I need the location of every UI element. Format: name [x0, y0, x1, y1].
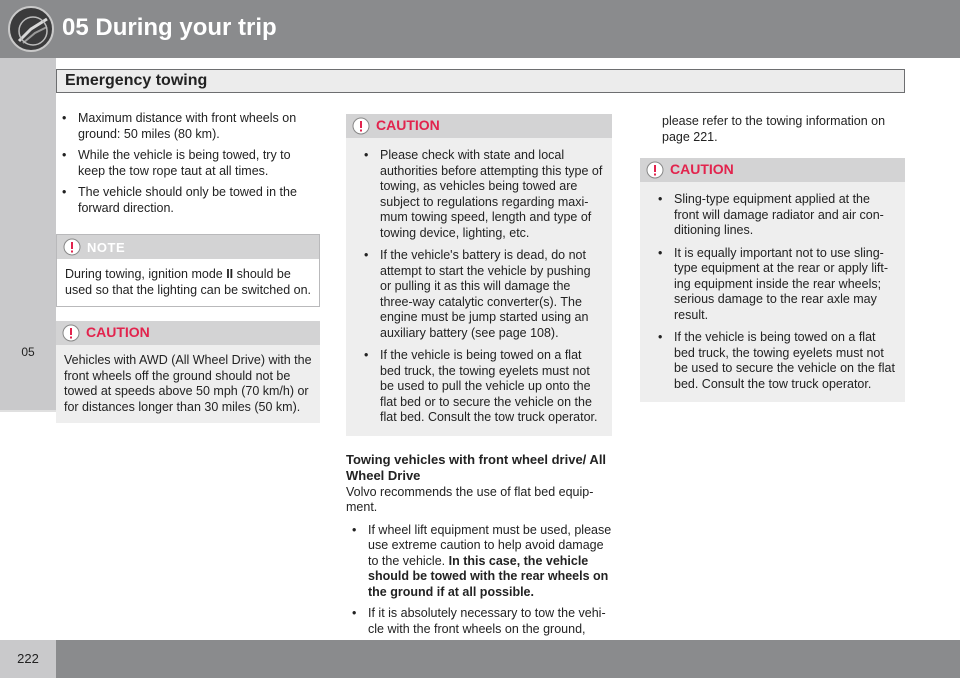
caution-header — [56, 321, 320, 345]
caution-box — [56, 321, 320, 423]
list-item: • It is equally important not to use sling-type equipment at the rear or apply lift-ing equipment inside the rear wheels; serious damage to the rear axle may result. — [658, 245, 889, 322]
column-1 — [56, 111, 320, 423]
caution-box — [640, 158, 905, 402]
list-item: • The vehicle should only be towed in the forward direction. — [62, 185, 297, 215]
info-icon — [63, 238, 81, 256]
list-item: • If it is absolutely necessary to tow the vehi-cle with the front wheels on the ground, — [352, 606, 606, 636]
note-header — [57, 235, 319, 259]
caution-title: CAUTION — [86, 324, 150, 340]
section-bar — [56, 69, 905, 93]
column-3 — [640, 114, 905, 402]
list-item: • If the vehicle is being towed on a flat bed truck, the towing eyelets must not be used to secure the vehicle on the flat bed. Consult the tow truck operator. — [658, 330, 895, 391]
list-item: • Please check with state and local authorities before attempting this type of towing, as vehicles being towed are subject to regulations regarding maxi-mum towing speed, length and type of towing device, lighting, etc. — [364, 148, 603, 240]
list-item: • If the vehicle is being towed on a flat bed truck, the towing eyelets must not be used to pull the vehicle up onto the flat bed or to secure the vehicle on the flat bed. Consult the tow truck operator. — [364, 348, 598, 424]
footer-band — [0, 640, 960, 678]
caution-header — [346, 114, 612, 138]
caution-header — [640, 158, 905, 182]
column-2 — [346, 114, 612, 643]
towing-advice-list — [346, 523, 612, 638]
intro-paragraph: Volvo recommends the use of flat bed equip-ment. — [346, 484, 594, 514]
section-title: Emergency towing — [65, 72, 208, 89]
chapter-title: 05 During your trip — [62, 14, 277, 41]
note-title: NOTE — [87, 240, 126, 255]
warning-icon — [646, 161, 664, 179]
caution-body — [346, 138, 612, 436]
list-item: • Maximum distance with front wheels on ground: 50 miles (80 km). — [62, 111, 297, 141]
note-body: During towing, ignition mode II should be used so that the lighting can be switched on. — [57, 259, 319, 306]
caution-body: Vehicles with AWD (All Wheel Drive) with the front wheels off the ground should not be towed at speeds above 50 mph (70 km/h) or for distances longer than 30 miles (50 km). — [64, 353, 312, 414]
car-road-icon — [8, 6, 54, 52]
caution-title: CAUTION — [376, 117, 440, 133]
page-number-box — [0, 640, 56, 678]
header-band — [0, 0, 960, 58]
caution-title: CAUTION — [670, 161, 734, 177]
chapter-tab — [0, 58, 56, 412]
towing-limits-list — [56, 111, 320, 216]
warning-icon — [62, 324, 80, 342]
continued-paragraph: please refer to the towing information on page 221. — [662, 114, 886, 144]
caution-body — [640, 182, 905, 402]
page-number: 222 — [17, 651, 39, 666]
chapter-tab-label: 05 — [21, 345, 35, 359]
list-item: • Sling-type equipment applied at the front will damage radiator and air con-ditioning lines. — [658, 192, 884, 237]
note-box — [56, 234, 320, 307]
warning-icon — [352, 117, 370, 135]
list-item: • If wheel lift equipment must be used, please use extreme caution to help avoid damage to the vehicle. In this case, the vehicle should be towed with the rear wheels on the ground if at all possible. — [352, 522, 612, 599]
list-item: • While the vehicle is being towed, try to keep the tow rope taut at all times. — [62, 148, 291, 178]
list-item: • If the vehicle's battery is dead, do not attempt to start the vehicle by pushing or pulling it as this will damage the three-way catalytic converter(s). The engine must be jump started using an auxiliary battery (see page 108). — [364, 248, 591, 340]
section-heading: Towing vehicles with front wheel drive/ All Wheel Drive — [346, 451, 607, 483]
caution-box — [346, 114, 612, 436]
